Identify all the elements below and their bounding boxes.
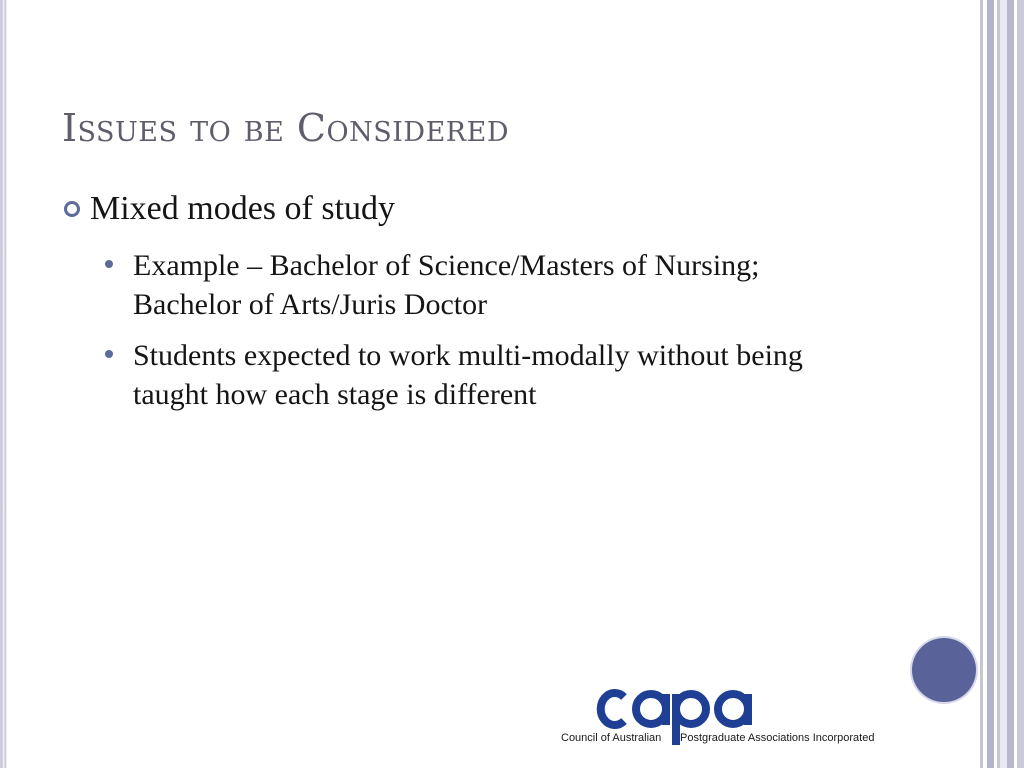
dot-bullet-icon: [105, 350, 113, 358]
sub-bullet-text: Students expected to work multi-modally without being taught how each stage is different: [133, 339, 803, 411]
sub-bullet-item: [105, 246, 865, 324]
logo-tagline-part1: Council of Australian: [561, 732, 662, 744]
decorative-circle: [912, 638, 976, 702]
logo-tagline-part2: Postgraduate Associations Incorporated: [680, 732, 875, 744]
left-border-line: [0, 0, 7, 768]
dot-bullet-icon: [105, 260, 113, 268]
right-decorative-rails: [977, 0, 1024, 768]
bullet-level1: [64, 190, 924, 228]
ring-bullet-icon: [64, 201, 80, 217]
slide-title: Issues to be Considered: [62, 106, 509, 150]
capa-logo: [558, 683, 906, 751]
sub-bullet-text: Example – Bachelor of Science/Masters of Nursing; Bachelor of Arts/Juris Doctor: [133, 249, 760, 321]
bullet-level1-text: Mixed modes of study: [90, 190, 396, 227]
sub-bullet-list: [105, 246, 865, 426]
sub-bullet-item: [105, 336, 865, 414]
